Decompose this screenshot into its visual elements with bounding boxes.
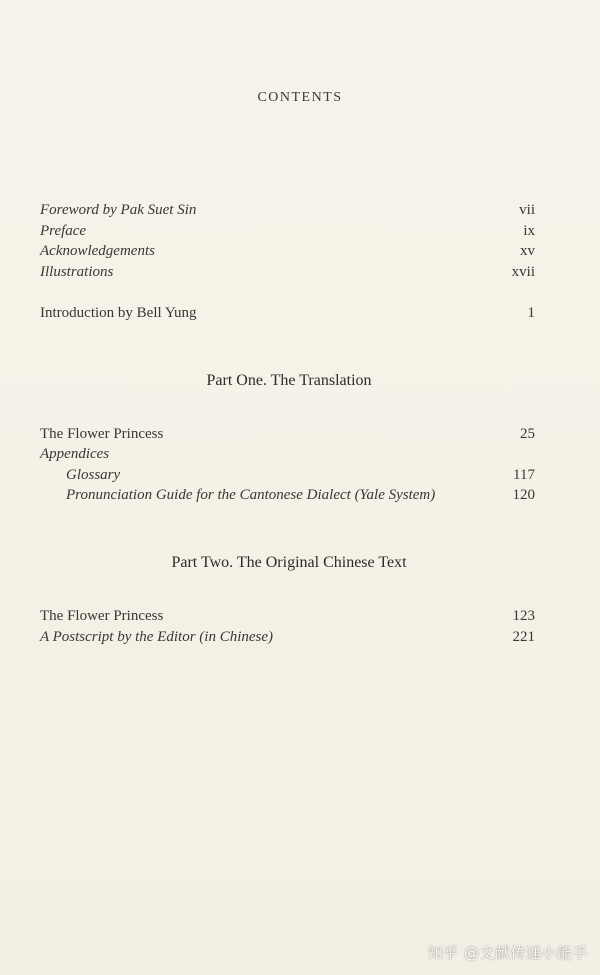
toc-page-number: 123 <box>512 608 535 624</box>
toc-entry-label: Glossary <box>66 467 121 483</box>
toc-entry-label: Introduction by Bell Yung <box>40 305 197 321</box>
toc-page-number: 221 <box>512 629 535 645</box>
toc-page-number: xvii <box>511 264 535 280</box>
toc-entry-label: Appendices <box>40 446 110 462</box>
toc-entry-label: The Flower Princess <box>40 426 164 442</box>
toc-page-number: 1 <box>527 305 535 321</box>
page-title: CONTENTS <box>257 90 343 105</box>
toc-entry-flower-princess <box>40 424 535 444</box>
toc-page-number: 120 <box>512 487 535 503</box>
part-one-heading: Part One. The Translation <box>206 372 372 389</box>
toc-page-number: 117 <box>513 467 535 483</box>
toc-page-number: xv <box>520 243 535 259</box>
toc-entry-postscript <box>40 627 535 647</box>
toc-page-number: ix <box>523 223 535 239</box>
toc-entry-foreword <box>40 200 535 220</box>
toc-entry-label: Preface <box>40 223 87 239</box>
part-two-heading: Part Two. The Original Chinese Text <box>171 554 407 571</box>
toc-entry-label: Foreword by Pak Suet Sin <box>40 202 197 218</box>
watermark-text: 知乎 @文献传递小能手 <box>427 944 588 962</box>
toc-page-number: 25 <box>520 426 535 442</box>
toc-entry-glossary <box>40 465 535 485</box>
toc-entry-label: Acknowledgements <box>40 243 155 259</box>
toc-entry-acknowledgements <box>40 241 535 261</box>
toc-entry-appendices <box>40 444 535 464</box>
toc-entry-pronunciation-guide <box>40 485 535 505</box>
toc-entry-label: Illustrations <box>40 264 114 280</box>
toc-entry-label: A Postscript by the Editor (in Chinese) <box>40 629 274 645</box>
toc-entry-label: The Flower Princess <box>40 608 164 624</box>
toc-page-number: vii <box>519 202 535 218</box>
toc-entry-flower-princess-chinese <box>40 606 535 626</box>
toc-entry-preface <box>40 221 535 241</box>
toc-entry-illustrations <box>40 262 535 282</box>
toc-entry-label: Pronunciation Guide for the Cantonese Dialect (Yale System) <box>66 487 436 503</box>
toc-entry-introduction <box>40 303 535 323</box>
